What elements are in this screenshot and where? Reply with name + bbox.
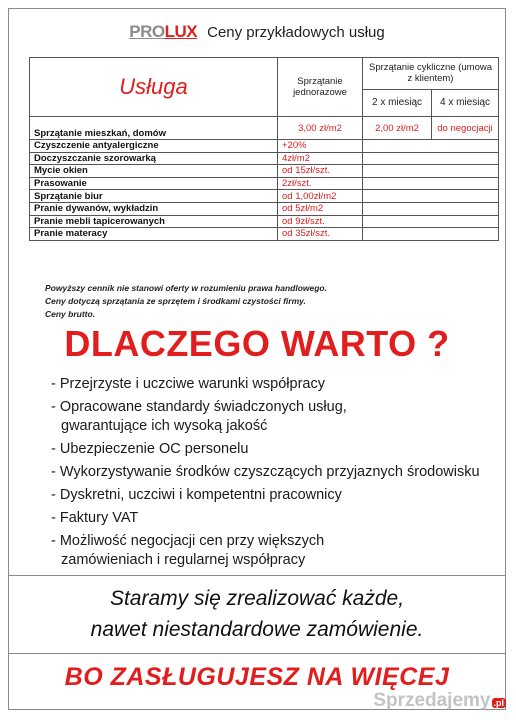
empty-cell: [363, 140, 499, 153]
divider: [9, 575, 505, 576]
empty-cell: [363, 152, 499, 165]
table-row: [30, 140, 499, 153]
price-notes: [45, 282, 327, 321]
price: 2zł/szt.: [278, 177, 363, 190]
service-name: Pranie mebli tapicerowanych: [30, 215, 278, 228]
col-2x-header: 2 x miesiąc: [363, 89, 432, 116]
table-row: [30, 165, 499, 178]
price-4x: do negocjacji: [432, 117, 499, 140]
empty-cell: [363, 215, 499, 228]
col-cyclic-header: Sprzątanie cykliczne (umowa z klientem): [363, 58, 499, 90]
empty-cell: [363, 190, 499, 203]
flyer-frame: [8, 8, 506, 710]
watermark-tld: .pl: [493, 698, 504, 708]
benefit-item: - Faktury VAT: [51, 510, 139, 526]
price-single: 3,00 zł/m2: [278, 117, 363, 140]
price: +20%: [278, 140, 363, 153]
benefit-item: - Możliwość negocjacji cen przy większych: [51, 533, 325, 549]
slogan-line: nawet niestandardowe zamówienie.: [90, 618, 424, 641]
benefit-item: - Wykorzystywanie środków czyszczących przyjaznych środowisku: [51, 464, 480, 480]
service-name: Doczyszczanie szorowarką: [30, 152, 278, 165]
service-name: Sprzątanie biur: [30, 190, 278, 203]
price: od 9zł/szt.: [278, 215, 363, 228]
table-row: [30, 117, 499, 140]
price: 4zł/m2: [278, 152, 363, 165]
benefit-item: - Ubezpieczenie OC personelu: [51, 441, 249, 457]
bottom-slogan: BO ZASŁUGUJESZ NA WIĘCEJ: [64, 663, 450, 691]
header-title: Ceny przykładowych usług: [207, 23, 385, 41]
slogan: [9, 583, 505, 645]
note-line: Powyższy cennik nie stanowi oferty w rozumieniu prawa handlowego.: [45, 283, 327, 293]
benefit-item: - Przejrzyste i uczciwe warunki współpracy: [51, 376, 325, 392]
slogan-line: Staramy się zrealizować każde,: [109, 587, 405, 610]
sprzedajemy-watermark: [373, 690, 506, 712]
price: od 15zł/szt.: [278, 165, 363, 178]
table-row: [30, 152, 499, 165]
service-name: Pranie dywanów, wykładzin: [30, 202, 278, 215]
col-single-header: Sprzątanie jednorazowe: [278, 58, 363, 117]
col-4x-header: 4 x miesiąc: [432, 89, 499, 116]
empty-cell: [363, 177, 499, 190]
empty-cell: [363, 228, 499, 241]
table-row: [30, 215, 499, 228]
empty-cell: [363, 202, 499, 215]
table-row: [30, 228, 499, 241]
logo-lux: LUX: [164, 22, 198, 41]
service-name: Pranie materacy: [30, 228, 278, 241]
watermark-name: Sprzedajemy: [373, 690, 491, 711]
service-name: Prasowanie: [30, 177, 278, 190]
price: od 5zł/m2: [278, 202, 363, 215]
price: od 1,00zł/m2: [278, 190, 363, 203]
benefit-item: gwarantujące ich wysoką jakość: [61, 418, 268, 434]
benefits-list: [51, 375, 511, 574]
benefit-item: - Opracowane standardy świadczonych usług,: [51, 399, 347, 415]
why-us-title: DLACZEGO WARTO ?: [64, 323, 450, 364]
service-name: Sprzątanie mieszkań, domów: [30, 117, 278, 140]
table-row: [30, 190, 499, 203]
divider: [9, 653, 505, 654]
price-2x: 2,00 zł/m2: [363, 117, 432, 140]
col-service-header: Usługa: [30, 58, 278, 117]
prolux-logo: [129, 22, 197, 42]
empty-cell: [363, 165, 499, 178]
note-line: Ceny brutto.: [45, 309, 96, 319]
benefit-item: - Dyskretni, uczciwi i kompetentni pracownicy: [51, 487, 342, 503]
price: od 35zł/szt.: [278, 228, 363, 241]
benefit-item: zamówieniach i regularnej współpracy: [61, 552, 306, 568]
service-name: Czyszczenie antyalergiczne: [30, 140, 278, 153]
header: [9, 9, 505, 55]
logo-pro: PRO: [129, 22, 165, 41]
service-name: Mycie okien: [30, 165, 278, 178]
price-table: [29, 57, 499, 241]
table-row: [30, 177, 499, 190]
note-line: Ceny dotyczą sprzątania ze sprzętem i środkami czystości firmy.: [45, 296, 306, 306]
table-row: [30, 202, 499, 215]
